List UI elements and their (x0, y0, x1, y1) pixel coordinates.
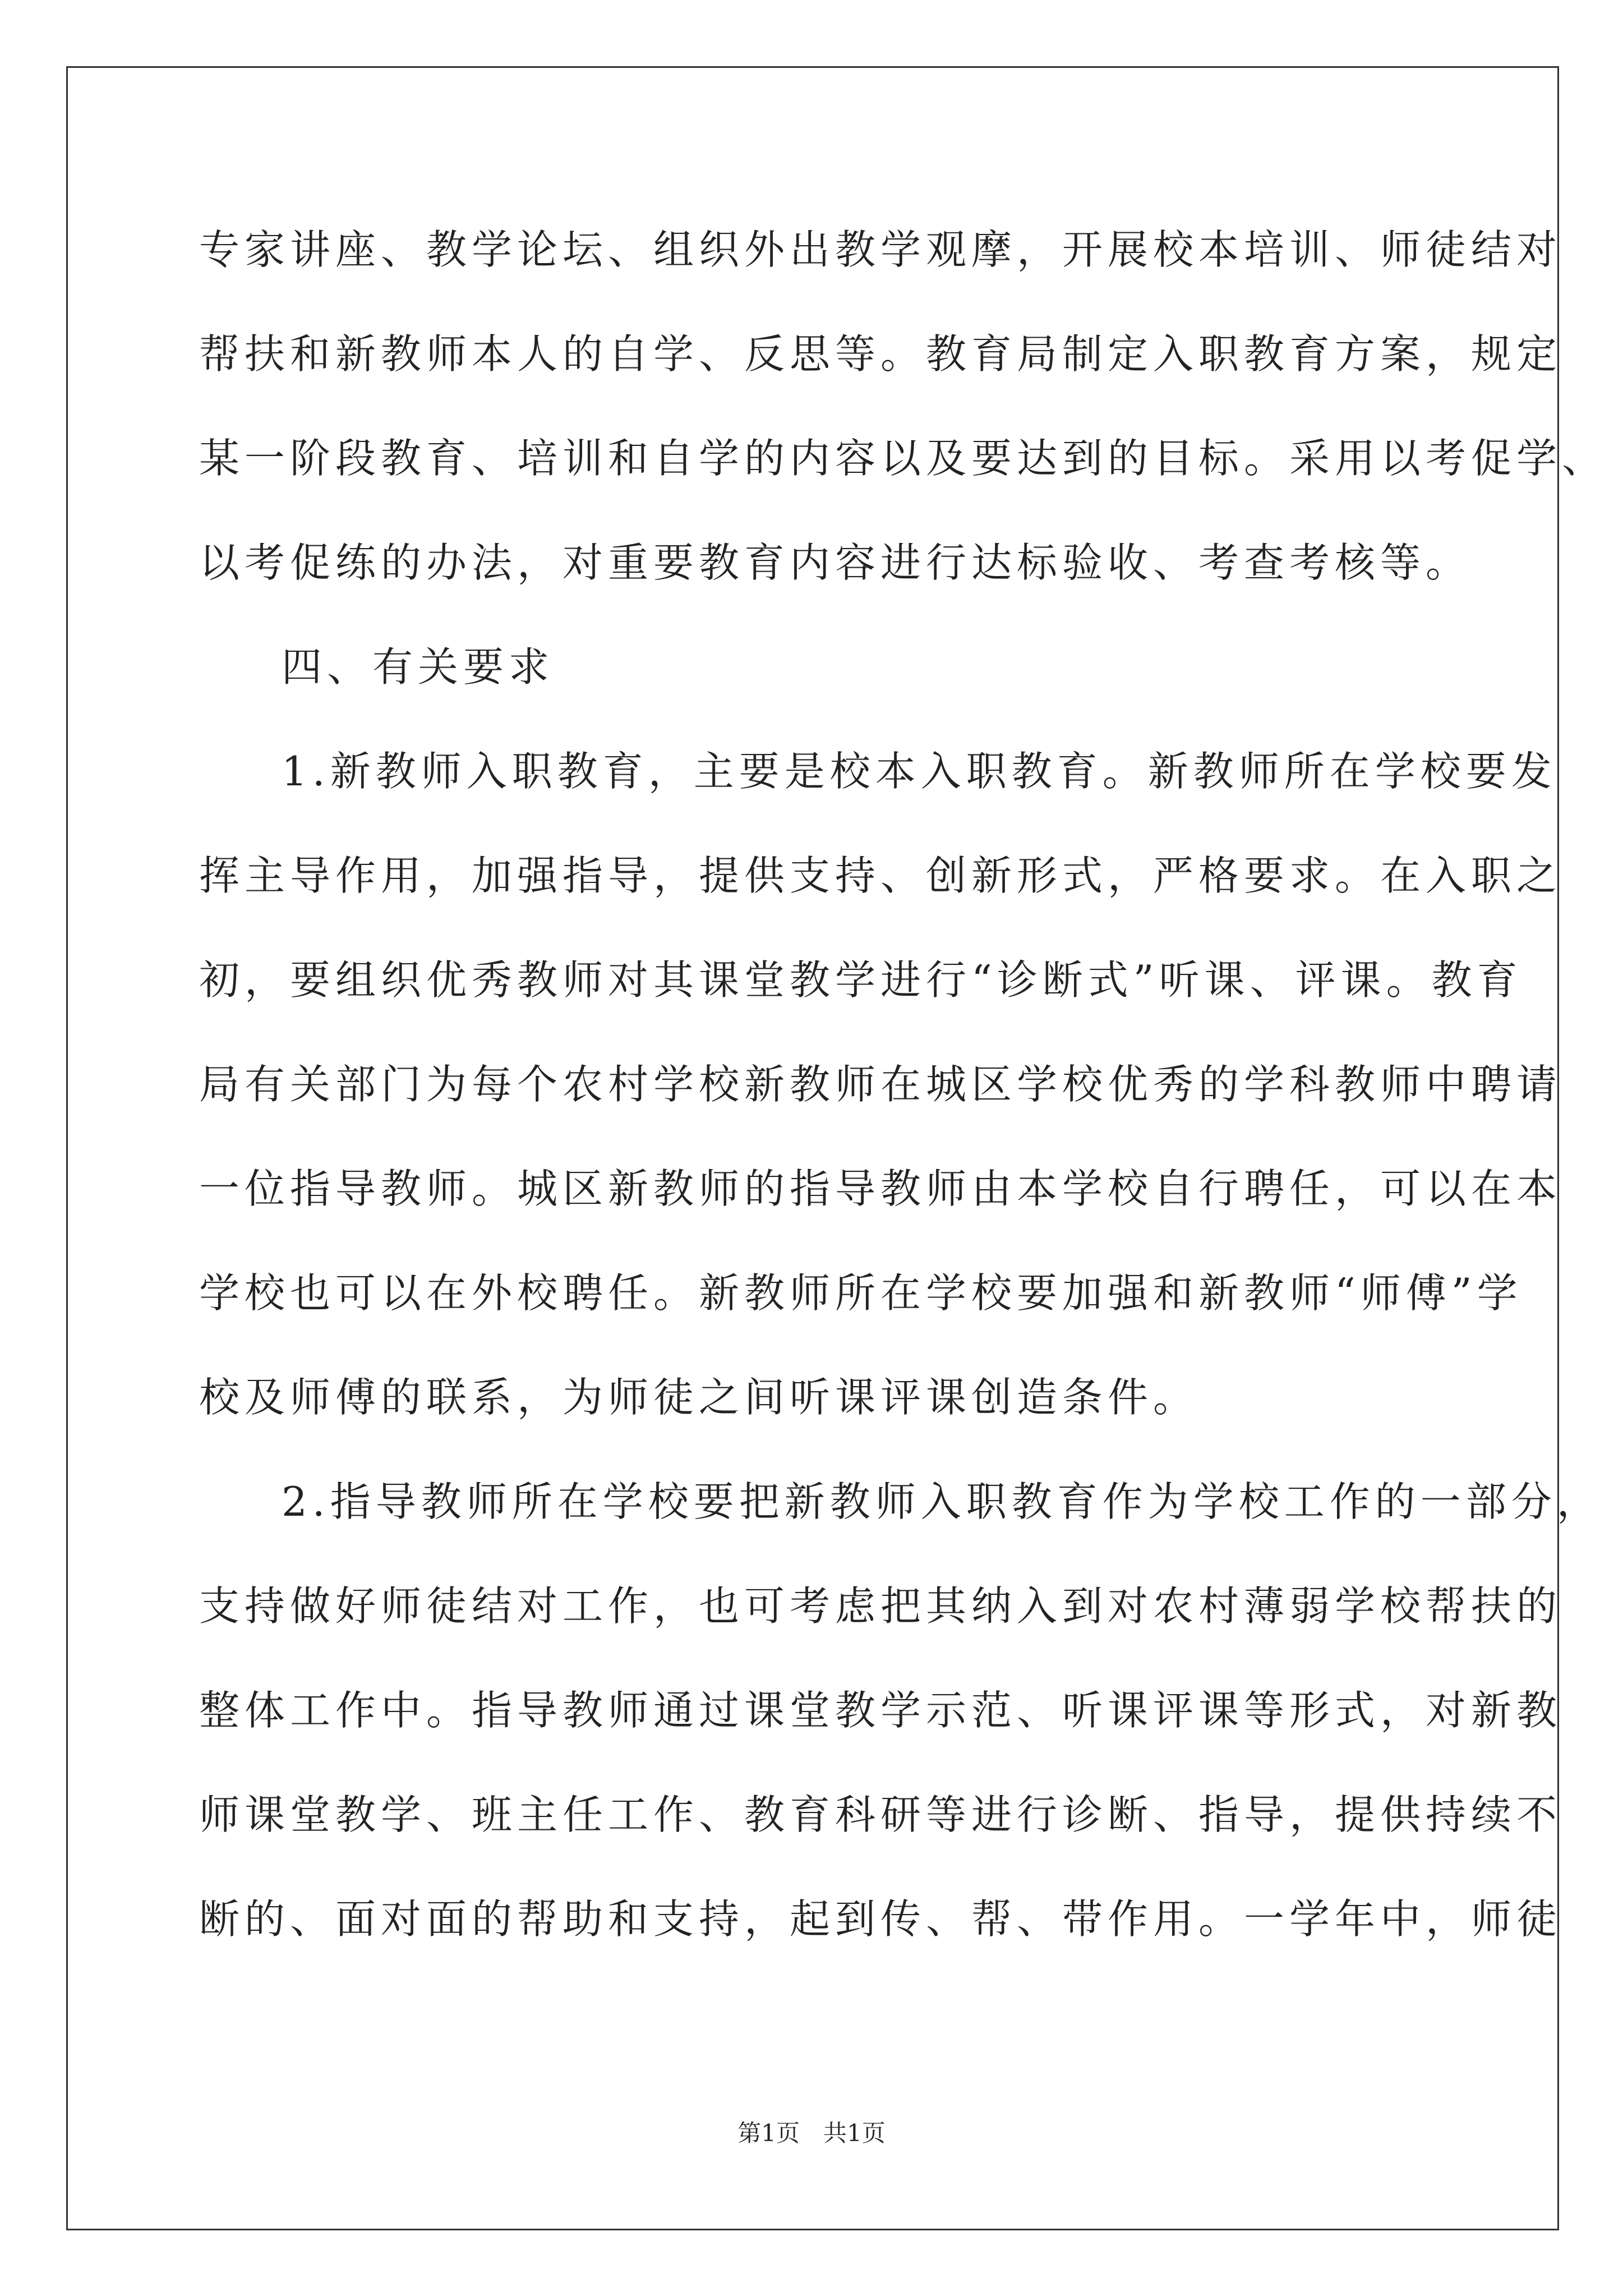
section-heading: 四、有关要求 (282, 643, 555, 691)
page-footer: 第1页 共1页 (737, 2119, 886, 2147)
text-line: 局有关部门为每个农村学校新教师在城区学校优秀的学科教师中聘请 (199, 1061, 1562, 1108)
text-line: 某一阶段教育、培训和自学的内容以及要达到的目标。采用以考促学、 (199, 435, 1608, 482)
text-line: 整体工作中。指导教师通过课堂教学示范、听课评课等形式，对新教 (199, 1687, 1562, 1734)
text-line: 一位指导教师。城区新教师的指导教师由本学校自行聘任，可以在本 (199, 1165, 1562, 1212)
text-line: 帮扶和新教师本人的自学、反思等。教育局制定入职教育方案，规定 (199, 330, 1562, 378)
text-line: 专家讲座、教学论坛、组织外出教学观摩，开展校本培训、师徒结对 (199, 226, 1562, 273)
text-line: 初，要组织优秀教师对其课堂教学进行“诊断式”听课、评课。教育 (199, 956, 1523, 1004)
document-body (199, 216, 1608, 1990)
text-line: 学校也可以在外校聘任。新教师所在学校要加强和新教师“师傅”学 (199, 1269, 1523, 1317)
paragraph-start: 1.新教师入职教育，主要是校本入职教育。新教师所在学校要发 (282, 748, 1557, 795)
text-line: 支持做好师徒结对工作，也可考虑把其纳入到对农村薄弱学校帮扶的 (199, 1582, 1562, 1630)
text-line: 校及师傅的联系，为师徒之间听课评课创造条件。 (199, 1374, 1199, 1421)
text-line: 断的、面对面的帮助和支持，起到传、帮、带作用。一学年中，师徒 (199, 1895, 1562, 1943)
text-line: 以考促练的办法，对重要教育内容进行达标验收、考查考核等。 (199, 539, 1472, 586)
text-line: 挥主导作用，加强指导，提供支持、创新形式，严格要求。在入职之 (199, 852, 1562, 899)
paragraph-start: 2.指导教师所在学校要把新教师入职教育作为学校工作的一部分， (282, 1478, 1602, 1525)
text-line: 师课堂教学、班主任工作、教育科研等进行诊断、指导，提供持续不 (199, 1791, 1562, 1838)
